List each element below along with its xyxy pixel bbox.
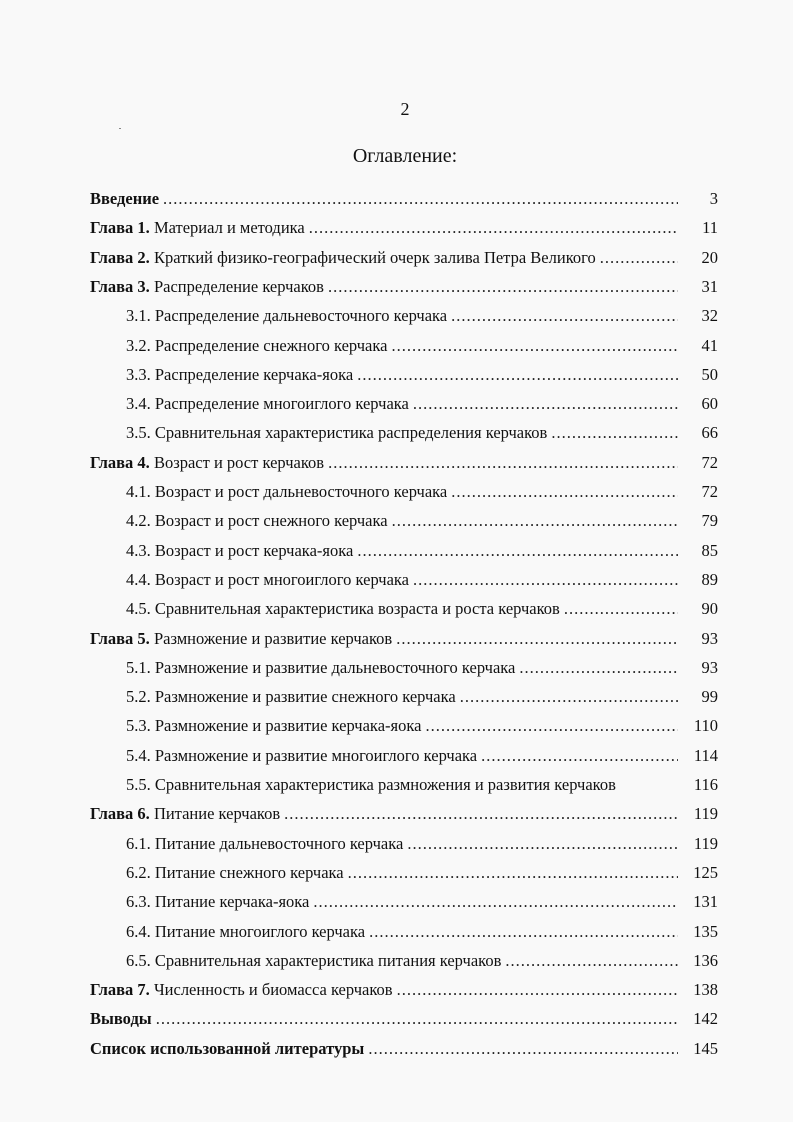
dot-leader — [477, 741, 678, 770]
toc-chapter-row — [0, 213, 793, 242]
toc-entry-title — [126, 418, 547, 447]
toc-page-number: 41 — [701, 335, 718, 355]
toc-entry — [126, 477, 678, 506]
toc-entry-text: 6.1. Питание дальневосточного керчака — [126, 833, 404, 853]
toc-entry-bold-label: Глава 5. — [90, 628, 150, 648]
toc-entry — [126, 887, 678, 916]
toc-entry — [90, 243, 678, 272]
dot-leader — [159, 184, 678, 213]
toc-subsection-row — [0, 331, 793, 360]
toc-entry — [126, 917, 678, 946]
toc-entry — [90, 184, 678, 213]
dot-leader — [324, 448, 678, 477]
dot-leader — [501, 946, 678, 975]
toc-entry — [126, 389, 678, 418]
toc-entry-text: Возраст и рост керчаков — [149, 452, 325, 472]
toc-entry-title — [126, 946, 501, 975]
toc-entry — [90, 272, 678, 301]
toc-entry — [126, 594, 678, 623]
toc-entry-text: 3.3. Распределение керчака-яока — [126, 364, 354, 384]
toc-page-number: 119 — [693, 833, 718, 853]
dot-leader — [365, 917, 678, 946]
toc-page-number: 72 — [701, 452, 718, 472]
toc-entry-title — [126, 829, 403, 858]
toc-entry-title — [126, 301, 447, 330]
toc-page-number: 3 — [709, 189, 718, 208]
toc-subsection-row — [0, 829, 793, 858]
toc-page-number: 90 — [701, 599, 718, 619]
toc-page-number: 136 — [693, 950, 718, 970]
dot-leader — [447, 301, 678, 330]
toc-entry-text: 6.4. Питание многоиглого керчака — [126, 921, 366, 941]
toc-subsection-row — [0, 594, 793, 623]
toc-entry-title — [126, 477, 447, 506]
toc-entry-text: Распределение керчаков — [149, 276, 324, 296]
toc-page-number: 125 — [693, 862, 718, 882]
toc-chapter-row — [0, 272, 793, 301]
toc-page-number: 93 — [701, 657, 718, 677]
dot-leader — [456, 682, 678, 711]
toc-entry-text: 6.3. Питание керчака-яока — [126, 892, 310, 912]
toc-entry-title — [126, 536, 353, 565]
toc-entry — [126, 565, 678, 594]
toc-entry-title — [90, 799, 280, 828]
toc-entry-bold-label: Глава 1. — [90, 218, 150, 238]
dot-leader — [280, 799, 678, 828]
toc-chapter-row — [0, 1034, 793, 1063]
toc-entry-text: Краткий физико-географический очерк залива Петра Великого — [149, 247, 596, 267]
toc-entry — [90, 213, 678, 242]
dot-leader — [353, 360, 678, 389]
toc-page-number: 32 — [701, 306, 718, 326]
toc-entry-text: 4.4. Возраст и рост многоиглого керчака — [126, 569, 409, 589]
toc-entry-text: 5.3. Размножение и развитие керчака-яока — [126, 716, 422, 736]
toc-entry — [126, 829, 678, 858]
toc-page-number: 60 — [701, 394, 718, 414]
toc-subsection-row — [0, 506, 793, 535]
toc-entry-text: 3.5. Сравнительная характеристика распределения керчаков — [126, 423, 548, 443]
toc-entry-title — [126, 887, 309, 916]
toc-page-number: 142 — [693, 1009, 718, 1029]
toc-page-number: 93 — [701, 628, 718, 648]
toc-entry-text: 4.1. Возраст и рост дальневосточного керчака — [126, 482, 448, 501]
toc-entry — [126, 360, 678, 389]
toc-page-number: 114 — [693, 745, 718, 765]
scan-speck — [119, 128, 121, 129]
dot-leader — [421, 711, 678, 740]
dot-leader — [515, 653, 678, 682]
toc-entry — [126, 653, 678, 682]
toc-page-number: 85 — [701, 540, 718, 560]
toc-page-number: 50 — [701, 364, 718, 384]
toc-entry-bold-label: Глава 4. — [90, 452, 150, 472]
toc-page-number: 145 — [693, 1038, 718, 1058]
toc-entry-title — [90, 975, 393, 1004]
dot-leader — [392, 624, 678, 653]
toc-subsection-row — [0, 711, 793, 740]
toc-entry-text: 4.5. Сравнительная характеристика возраста и роста керчаков — [126, 599, 560, 619]
toc-heading: Оглавление: — [352, 145, 458, 167]
toc-entry — [126, 770, 678, 799]
toc-entry-bold-label: Выводы — [90, 1009, 152, 1029]
toc-subsection-row — [0, 360, 793, 389]
toc-entry-title — [90, 624, 392, 653]
toc-page-number: 131 — [693, 892, 718, 912]
toc-entry-title — [126, 682, 456, 711]
toc-entry — [126, 711, 678, 740]
toc-chapter-row — [0, 799, 793, 828]
toc-entry — [90, 975, 678, 1004]
toc-subsection-row — [0, 653, 793, 682]
toc-entry-bold-label: Глава 2. — [90, 247, 150, 267]
toc-entry — [126, 301, 678, 330]
toc-subsection-row — [0, 418, 793, 447]
toc-entry-text: 3.4. Распределение многоиглого керчака — [126, 394, 409, 414]
toc-entry-title — [90, 184, 159, 213]
toc-subsection-row — [0, 682, 793, 711]
dot-leader — [447, 477, 678, 506]
toc-entry-text: 6.2. Питание снежного керчака — [126, 862, 344, 882]
toc-entry-title — [126, 858, 344, 887]
dot-leader — [596, 243, 678, 272]
toc-page-number: 110 — [693, 716, 718, 736]
toc-subsection-row — [0, 301, 793, 330]
toc-page-number: 66 — [701, 423, 718, 443]
toc-entry-title — [90, 213, 305, 242]
toc-page-number: 20 — [701, 247, 718, 267]
toc-page-number: 11 — [702, 218, 718, 238]
toc-entry — [90, 799, 678, 828]
toc-entry-title — [126, 360, 353, 389]
toc-subsection-row — [0, 389, 793, 418]
toc-entry-text: 5.2. Размножение и развитие снежного керчака — [126, 687, 456, 707]
toc-entry-title — [126, 594, 560, 623]
toc-entry-title — [90, 1034, 364, 1063]
toc-entry — [90, 1004, 678, 1033]
toc-entry-bold-label: Список использованной литературы — [90, 1038, 365, 1058]
dot-leader — [393, 975, 678, 1004]
toc-page-number: 89 — [701, 569, 718, 589]
toc-chapter-row — [0, 624, 793, 653]
dot-leader — [409, 389, 678, 418]
dot-leader — [547, 418, 678, 447]
toc-page-number: 72 — [701, 482, 718, 501]
toc-entry-title — [126, 653, 515, 682]
toc-subsection-row — [0, 477, 793, 506]
dot-leader — [152, 1004, 678, 1033]
toc-entry-text: 6.5. Сравнительная характеристика питания керчаков — [126, 950, 502, 970]
toc-entry — [126, 536, 678, 565]
toc-entry-text: Материал и методика — [149, 218, 305, 238]
toc-chapter-row — [0, 243, 793, 272]
toc-page-number: 116 — [693, 775, 718, 794]
dot-leader — [324, 272, 678, 301]
toc-entry-text: 4.2. Возраст и рост снежного керчака — [126, 511, 388, 531]
toc-entry-text: 3.1. Распределение дальневосточного керчака — [126, 306, 448, 326]
toc-entry-bold-label: Глава 3. — [90, 276, 150, 296]
toc-entry-text: 5.5. Сравнительная характеристика размножения и развития керчаков — [126, 775, 616, 794]
dot-leader — [403, 829, 678, 858]
toc-entry — [126, 506, 678, 535]
dot-leader — [388, 506, 678, 535]
toc-entry-bold-label: Глава 6. — [90, 804, 150, 824]
toc-entry — [126, 741, 678, 770]
toc-subsection-row — [0, 770, 793, 799]
dot-leader — [344, 858, 678, 887]
toc-page-number: 79 — [701, 511, 718, 531]
toc-page-number: 31 — [701, 276, 718, 296]
toc-entry-text: 5.4. Размножение и развитие многоиглого керчака — [126, 745, 478, 765]
toc-entry — [126, 946, 678, 975]
toc-entry-text: 3.2. Распределение снежного керчака — [126, 335, 388, 355]
toc-entry-title — [126, 711, 421, 740]
toc-subsection-row — [0, 858, 793, 887]
toc-entry-title — [90, 272, 324, 301]
toc-entry-title — [126, 565, 409, 594]
toc-entry-title — [126, 389, 409, 418]
toc-entry-title — [126, 506, 388, 535]
toc-entry — [126, 858, 678, 887]
toc-entry-title — [126, 770, 616, 799]
dot-leader — [364, 1034, 678, 1063]
toc-entry-text: Численность и биомасса керчаков — [149, 980, 393, 1000]
dot-leader — [305, 213, 678, 242]
toc-subsection-row — [0, 536, 793, 565]
toc-subsection-row — [0, 741, 793, 770]
toc-entry-text: Размножение и развитие керчаков — [149, 628, 393, 648]
toc-entry-title — [126, 741, 477, 770]
toc-entry-bold-label: Глава 7. — [90, 980, 150, 1000]
toc-page-number: 135 — [693, 921, 718, 941]
page-number: 2 — [400, 99, 410, 119]
toc-entry — [126, 682, 678, 711]
toc-page-number: 99 — [701, 687, 718, 707]
toc-chapter-row — [0, 448, 793, 477]
toc-entry-bold-label: Введение — [90, 189, 160, 208]
toc-subsection-row — [0, 565, 793, 594]
toc-entry-text: 4.3. Возраст и рост керчака-яока — [126, 540, 354, 560]
toc-chapter-row — [0, 184, 793, 213]
toc-subsection-row — [0, 917, 793, 946]
toc-entry — [126, 418, 678, 447]
toc-chapter-row — [0, 1004, 793, 1033]
toc-entry — [90, 624, 678, 653]
dot-leader — [309, 887, 678, 916]
toc-entry-title — [90, 1004, 152, 1033]
toc-entry-title — [126, 917, 365, 946]
dot-leader — [560, 594, 678, 623]
dot-leader — [409, 565, 678, 594]
dot-leader — [387, 331, 678, 360]
toc-entry-title — [90, 243, 596, 272]
toc-entry-text: 5.1. Размножение и развитие дальневосточного керчака — [126, 657, 516, 677]
toc-entry — [90, 448, 678, 477]
toc-page-number: 138 — [693, 980, 718, 1000]
toc-entry — [90, 1034, 678, 1063]
toc-chapter-row — [0, 975, 793, 1004]
toc-entry-text: Питание керчаков — [149, 804, 281, 824]
toc-entry-title — [90, 448, 324, 477]
dot-leader — [353, 536, 678, 565]
toc-page-number: 119 — [693, 804, 718, 824]
toc-entry — [126, 331, 678, 360]
toc-subsection-row — [0, 887, 793, 916]
toc-subsection-row — [0, 946, 793, 975]
toc-entry-title — [126, 331, 387, 360]
